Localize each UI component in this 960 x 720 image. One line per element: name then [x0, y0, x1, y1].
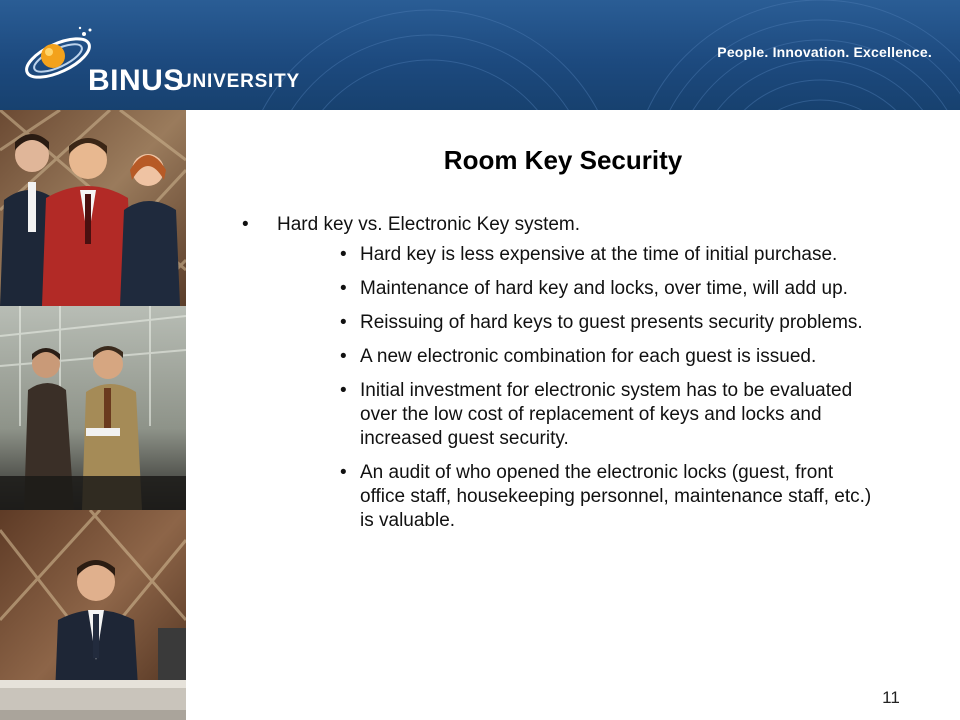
bullet-marker: • — [340, 244, 347, 265]
sub-bullet-text: Initial investment for electronic system has to be evaluated over the low cost of replacement of keys and locks and increased guest security. — [360, 380, 853, 449]
main-bullet — [238, 213, 918, 237]
tagline: People. Innovation. Excellence. — [717, 44, 932, 60]
logo-wordmark: BINUS — [88, 64, 184, 97]
sub-bullet-item — [334, 461, 880, 533]
sub-bullet-text: Reissuing of hard keys to guest presents security problems. — [360, 312, 863, 333]
hotel-staff-team-photo — [0, 110, 186, 306]
sub-bullet-text: Hard key is less expensive at the time of initial purchase. — [360, 244, 838, 265]
bullet-marker: • — [340, 278, 347, 299]
bullet-marker: • — [340, 462, 347, 483]
sub-bullet-item — [334, 277, 880, 301]
header-banner — [0, 0, 960, 110]
sub-bullet-text: An audit of who opened the electronic locks (guest, front office staff, housekeeping personnel, maintenance staff, etc.) is valuable. — [360, 462, 872, 531]
sub-bullet-text: A new electronic combination for each guest is issued. — [360, 346, 817, 367]
bullet-list — [238, 213, 918, 543]
bullet-marker: • — [340, 312, 347, 333]
main-bullet-text: Hard key vs. Electronic Key system. — [277, 214, 581, 235]
sub-bullet-item — [334, 243, 880, 267]
bullet-marker: • — [340, 380, 347, 401]
photo-column — [0, 110, 186, 720]
logo-wordmark-university: UNIVERSITY — [178, 71, 301, 92]
sub-bullet-item — [334, 379, 880, 451]
front-desk-clerk-photo — [0, 510, 186, 720]
page-number: 11 — [882, 688, 900, 707]
sub-bullet-text: Maintenance of hard key and locks, over time, will add up. — [360, 278, 848, 299]
sub-bullet-list — [238, 243, 918, 533]
slide-title: Room Key Security — [443, 145, 683, 175]
binus-logo — [18, 20, 301, 100]
sub-bullet-item — [334, 345, 880, 369]
sub-bullet-item — [334, 311, 880, 335]
lobby-conversation-photo — [0, 306, 186, 510]
bullet-marker: • — [340, 346, 347, 367]
bullet-marker: • — [242, 214, 249, 235]
